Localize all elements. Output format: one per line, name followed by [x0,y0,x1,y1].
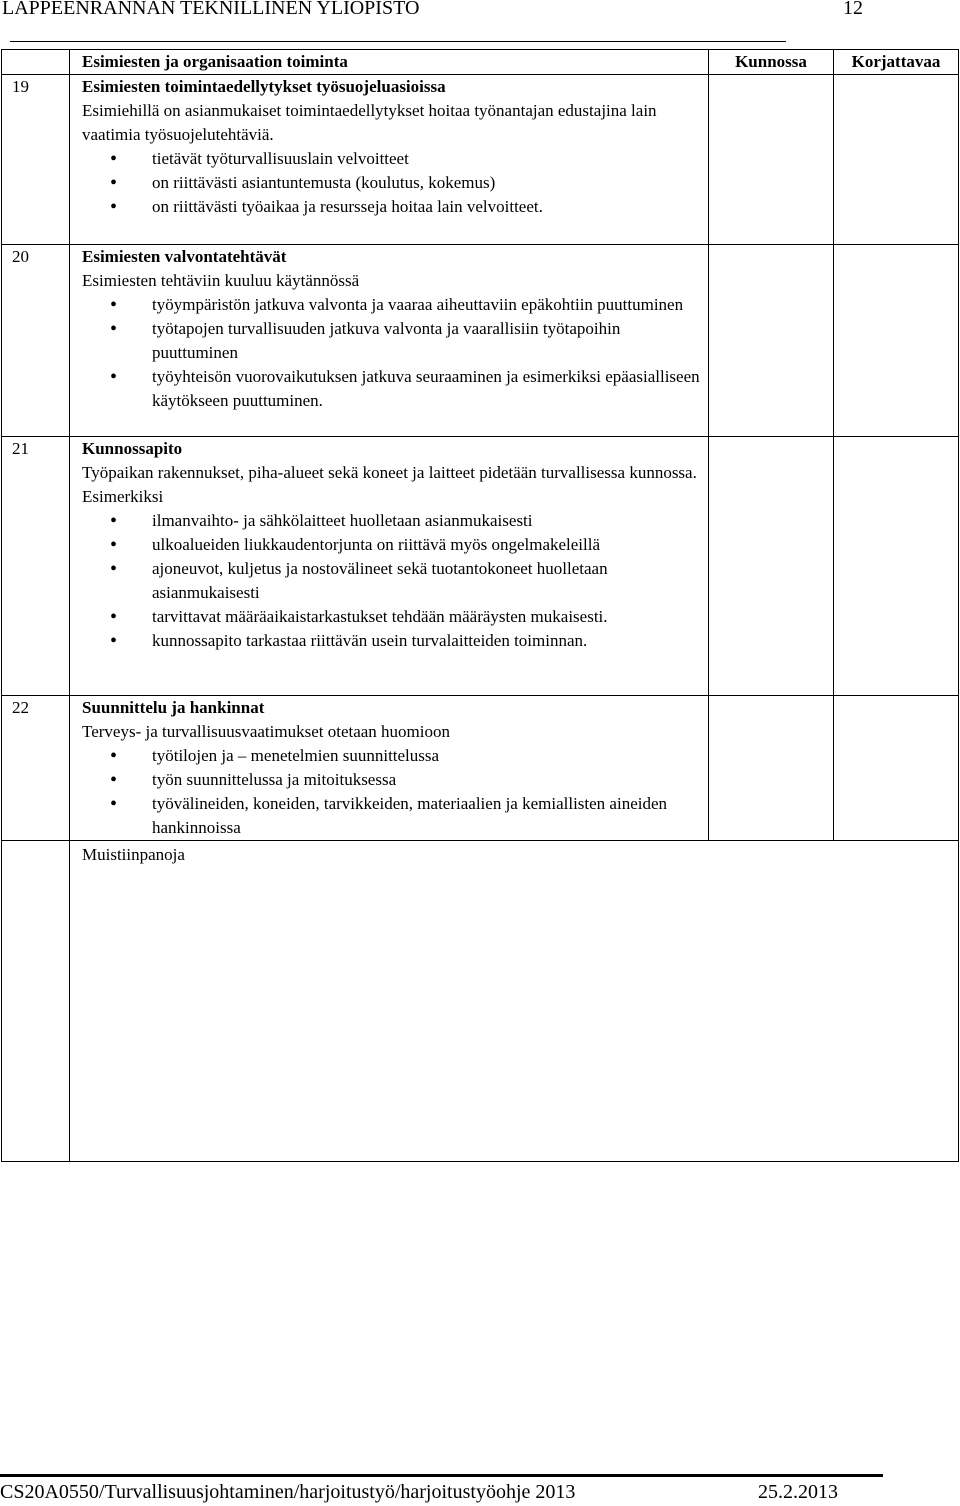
header-rule [10,41,786,42]
section-header: Esimiesten ja organisaation toiminta [70,50,709,75]
page-number: 12 [843,0,863,19]
table-header-row [2,50,959,75]
footer-document-path: CS20A0550/Turvallisuusjohtaminen/harjoitustyö/harjoitustyöohje 2013 [0,1481,576,1503]
footer-date: 25.2.2013 [758,1481,838,1503]
bullet-list [82,147,700,219]
list-item: • ulkoalueiden liukkaudentorjunta on riittävä myös ongelmakeleillä [82,533,700,557]
item-content [70,696,709,841]
item-title: Esimiesten valvontatehtävät [82,247,287,266]
item-number: 22 [2,696,70,841]
page-header [0,0,960,20]
notes-row [2,841,959,1162]
item-content [70,437,709,696]
notes-label: Muistiinpanoja [82,845,185,864]
ok-column-header: Kunnossa [709,50,834,75]
university-name: LAPPEENRANNAN TEKNILLINEN YLIOPISTO [2,0,420,19]
notes-number-cell [2,841,70,1162]
ok-cell[interactable] [709,75,834,245]
bullet-list [82,509,700,653]
number-column-header [2,50,70,75]
table-row [2,696,959,841]
list-item: • työn suunnittelussa ja mitoituksessa [82,768,700,792]
table-row [2,245,959,437]
list-item: • ajoneuvot, kuljetus ja nostovälineet sekä tuotantokoneet huolletaan asianmukaisesti [82,557,700,605]
item-intro: Terveys- ja turvallisuusvaatimukset otetaan huomioon [82,722,450,741]
fix-cell[interactable] [834,75,959,245]
checklist-table [1,49,959,1162]
item-number: 19 [2,75,70,245]
list-item: • työympäristön jatkuva valvonta ja vaaraa aiheuttaviin epäkohtiin puuttuminen [82,293,700,317]
fix-cell[interactable] [834,696,959,841]
table-row [2,437,959,696]
bullet-list [82,293,700,413]
ok-cell[interactable] [709,437,834,696]
item-intro: Esimiehillä on asianmukaiset toimintaedellytykset hoitaa työnantajan edustajina lain vaatimia työsuojelutehtäviä. [82,101,657,144]
list-item: • työyhteisön vuorovaikutuksen jatkuva seuraaminen ja esimerkiksi epäasialliseen käytökseen puuttuminen. [82,365,700,413]
notes-field[interactable] [70,841,959,1162]
item-title: Kunnossapito [82,439,183,458]
ok-cell[interactable] [709,245,834,437]
list-item: • työvälineiden, koneiden, tarvikkeiden, materiaalien ja kemiallisten aineiden hankinnoissa [82,792,700,840]
ok-cell[interactable] [709,696,834,841]
table-row [2,75,959,245]
item-title: Suunnittelu ja hankinnat [82,698,265,717]
list-item: • tietävät työturvallisuuslain velvoitteet [82,147,700,171]
item-content [70,245,709,437]
list-item: • ilmanvaihto- ja sähkölaitteet huolletaan asianmukaisesti [82,509,700,533]
list-item: • on riittävästi asiantuntemusta (koulutus, kokemus) [82,171,700,195]
item-number: 21 [2,437,70,696]
list-item: • työtilojen ja – menetelmien suunnittelussa [82,744,700,768]
item-intro: Työpaikan rakennukset, piha-alueet sekä koneet ja laitteet pidetään turvallisessa kunnossa. Esimerkiksi [82,463,697,506]
item-number: 20 [2,245,70,437]
item-content [70,75,709,245]
footer-rule [0,1474,883,1477]
list-item: • työtapojen turvallisuuden jatkuva valvonta ja vaarallisiin työtapoihin puuttuminen [82,317,700,365]
item-intro: Esimiesten tehtäviin kuuluu käytännössä [82,271,360,290]
fix-cell[interactable] [834,437,959,696]
fix-column-header: Korjattavaa [834,50,959,75]
item-title: Esimiesten toimintaedellytykset työsuojeluasioissa [82,77,446,96]
list-item: • tarvittavat määräaikaistarkastukset tehdään määräysten mukaisesti. [82,605,700,629]
fix-cell[interactable] [834,245,959,437]
list-item: • kunnossapito tarkastaa riittävän usein turvalaitteiden toiminnan. [82,629,700,653]
bullet-list [82,744,700,840]
list-item: • on riittävästi työaikaa ja resursseja hoitaa lain velvoitteet. [82,195,700,219]
